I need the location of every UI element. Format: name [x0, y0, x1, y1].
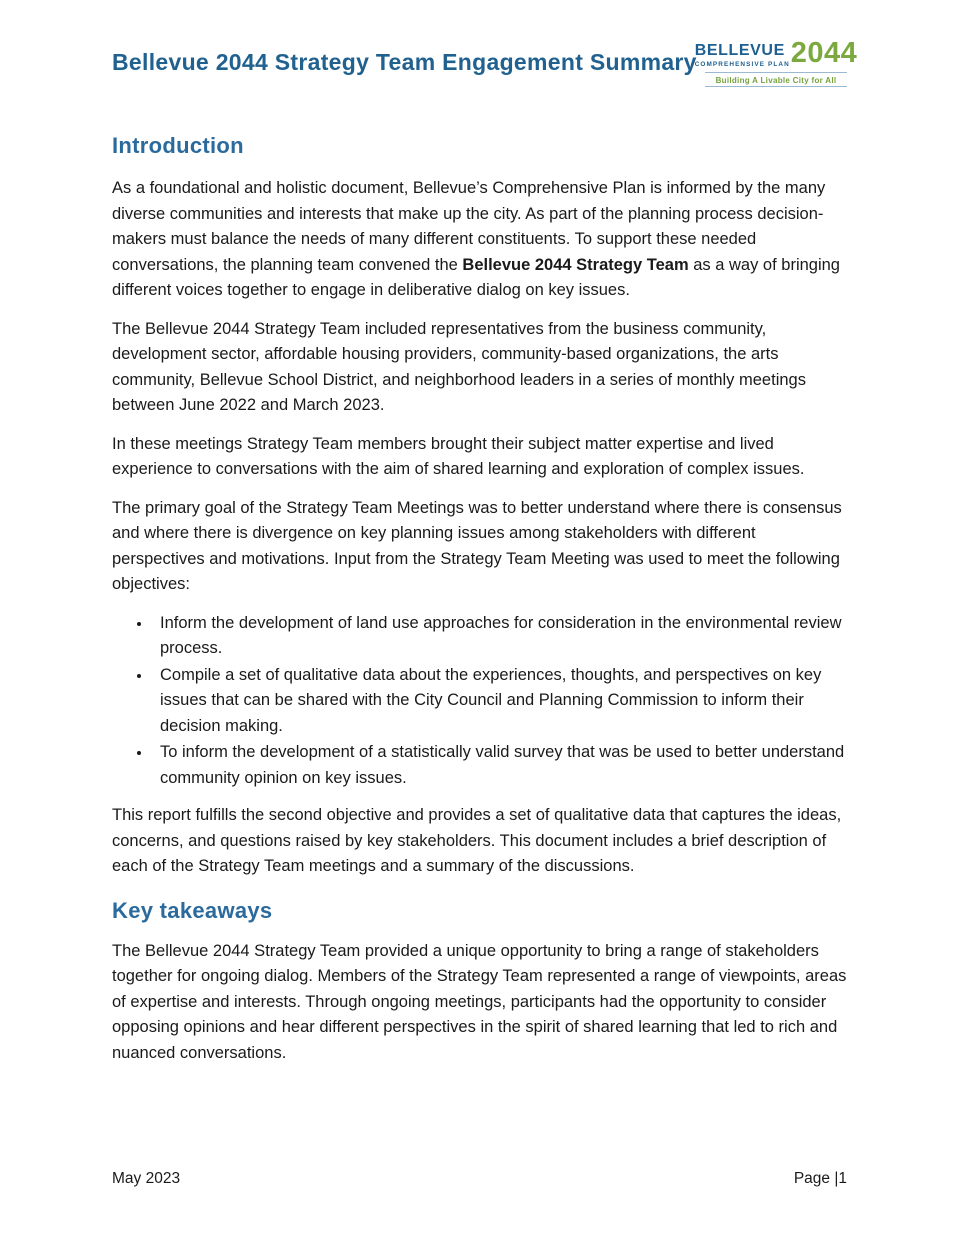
bellevue-2044-logo — [694, 37, 858, 87]
intro-paragraph-1-text-after: as a way of bringing different voices together to engage in deliberative dialog on key issues. — [112, 255, 840, 299]
page-content — [112, 0, 858, 1079]
logo-year: 2044 — [790, 37, 858, 69]
logo-divider-bottom — [705, 86, 847, 87]
objective-item-3: • To inform the development of a statistically valid survey that was be used to better understand community opinion on key issues. — [152, 740, 847, 791]
footer-date: May 2023 — [112, 1170, 181, 1187]
intro-heading: Introduction — [112, 133, 244, 158]
key-takeaways-heading: Key takeaways — [112, 897, 273, 923]
intro-paragraph-1 — [112, 176, 847, 304]
logo-tagline: Building A Livable City for All — [715, 76, 837, 85]
logo-city-name: BELLEVUE — [694, 42, 785, 59]
intro-paragraph-1-bold: Bellevue 2044 Strategy Team — [462, 255, 689, 274]
document-title: Bellevue 2044 Strategy Team Engagement Summary — [112, 49, 697, 75]
page-header — [112, 37, 858, 87]
objective-item-2: • Compile a set of qualitative data about the experiences, thoughts, and perspectives on key issues that can be shared with the City Council and Planning Commission to inform their decision making. — [152, 663, 847, 740]
intro-paragraph-2: The Bellevue 2044 Strategy Team included representatives from the business community, development sector, affordable housing providers, community-based organizations, the arts community, Bellevue School District, and neighborhood leaders in a series of monthly meetings between June 2022 and March 2023. — [112, 319, 806, 414]
logo-name-block — [695, 40, 790, 68]
page-footer — [112, 1170, 847, 1188]
takeaways-paragraph-1: The Bellevue 2044 Strategy Team provided a unique opportunity to bring a range of stakeholders together for ongoing dialog. Members of the Strategy Team represented a range of viewpoints, areas of expertise and interests. Through ongoing meetings, participants had the opportunity to consider opposing opinions and hear different perspectives in the spirit of shared learning that led to rich and nuanced conversations. — [112, 941, 847, 1062]
objectives-list — [112, 611, 847, 792]
intro-paragraph-1-text: As a foundational and holistic document, Bellevue’s Comprehensive Plan is informed by the many diverse communities and interests that make up the city. As part of the planning process decision-makers must balance the needs of many different constituents. To support these needed conversations, the planning team convened the — [112, 179, 826, 274]
footer-page-number: Page |1 — [793, 1170, 847, 1187]
logo-plan-label: COMPREHENSIVE PLAN — [694, 61, 790, 68]
logo-wordmark — [694, 37, 858, 69]
intro-paragraph-4: The primary goal of the Strategy Team Meetings was to better understand where there is consensus and where there is divergence on key planning issues among stakeholders with different perspectives and motivations. Input from the Strategy Team Meeting was used to meet the following objectives: — [112, 498, 842, 593]
intro-paragraph-5: This report fulfills the second objective and provides a set of qualitative data that captures the ideas, concerns, and questions raised by key stakeholders. This document includes a brief description of each of the Strategy Team meetings and a summary of the discussions. — [112, 806, 842, 875]
intro-paragraph-3: In these meetings Strategy Team members brought their subject matter expertise and lived experience to conversations with the aim of shared learning and exploration of complex issues. — [112, 434, 805, 478]
objective-item-1: • Inform the development of land use approaches for consideration in the environmental review process. — [152, 611, 847, 662]
